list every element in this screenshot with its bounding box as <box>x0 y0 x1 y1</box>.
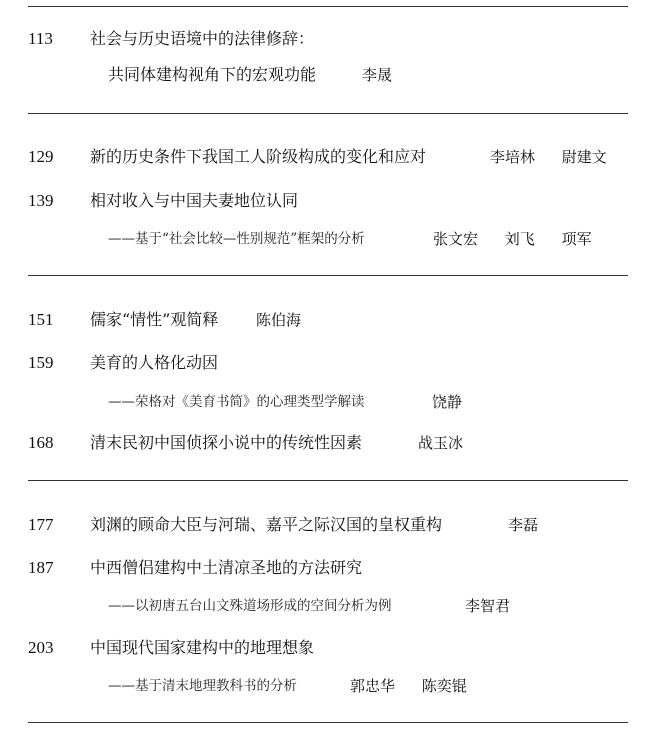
entry-subtitle: ——以初唐五台山文殊道场形成的空间分析为例 <box>108 598 392 614</box>
toc-entry-subtitle <box>0 592 667 620</box>
toc-entry <box>0 187 667 215</box>
page-number: 113 <box>28 29 53 48</box>
toc-entry-subtitle <box>0 225 667 253</box>
entry-authors <box>418 429 485 457</box>
toc-entry <box>0 306 667 334</box>
author-name: 陈伯海 <box>256 311 302 329</box>
toc-entry <box>0 634 667 662</box>
page-number: 187 <box>28 558 54 577</box>
entry-authors <box>362 61 414 89</box>
toc-entry <box>0 429 667 457</box>
page-number: 139 <box>28 191 54 210</box>
entry-title: 美育的人格化动因 <box>90 353 219 372</box>
entry-title: 新的历史条件下我国工人阶级构成的变化和应对 <box>90 147 427 166</box>
section-divider <box>28 6 628 7</box>
author-name: 李智君 <box>465 597 511 615</box>
author-name: 尉建文 <box>561 148 607 166</box>
page-number: 203 <box>28 638 54 657</box>
page-number: 177 <box>28 515 54 534</box>
page-number: 159 <box>28 353 54 372</box>
entry-title: 刘渊的顾命大臣与河瑞、嘉平之际汉国的皇权重构 <box>90 515 443 534</box>
entry-title: 社会与历史语境中的法律修辞： <box>90 29 315 48</box>
entry-authors <box>350 672 467 700</box>
author-name: 饶静 <box>432 393 463 411</box>
entry-authors <box>433 225 592 253</box>
author-name: 陈奕锟 <box>421 677 467 695</box>
author-name: 李晟 <box>362 66 393 84</box>
toc-entry-subtitle <box>0 388 667 416</box>
entry-authors <box>490 143 607 171</box>
page-number: 151 <box>28 310 54 329</box>
section-divider <box>28 113 628 114</box>
entry-subtitle: ——基于清末地理教科书的分析 <box>108 678 297 694</box>
section-divider <box>28 275 628 276</box>
author-name: 郭忠华 <box>350 677 396 695</box>
toc-entry <box>0 143 667 171</box>
toc-entry <box>0 554 667 582</box>
section-divider <box>28 722 628 723</box>
entry-title: 儒家“情性”观简释 <box>90 310 219 329</box>
author-name: 李培林 <box>490 148 536 166</box>
entry-authors <box>508 511 560 539</box>
author-name: 张文宏 <box>433 230 479 248</box>
toc-entry-subtitle <box>0 61 667 89</box>
entry-subtitle: ——基于“社会比较—性别规范”框架的分析 <box>108 231 365 247</box>
page-number: 168 <box>28 433 54 452</box>
entry-subtitle: 共同体建构视角下的宏观功能 <box>108 65 317 84</box>
entry-title: 中西僧侣建构中土清凉圣地的方法研究 <box>90 558 363 577</box>
entry-authors <box>432 388 484 416</box>
section-divider <box>28 480 628 481</box>
author-name: 项军 <box>561 230 592 248</box>
author-name: 战玉冰 <box>418 434 464 452</box>
author-name: 刘飞 <box>504 230 535 248</box>
toc-entry <box>0 25 667 53</box>
entry-title: 清末民初中国侦探小说中的传统性因素 <box>90 433 363 452</box>
page-number: 129 <box>28 147 54 166</box>
entry-subtitle: ——荣格对《美育书简》的心理类型学解读 <box>108 394 365 410</box>
author-name: 李磊 <box>508 516 539 534</box>
toc-entry <box>0 349 667 377</box>
entry-title: 相对收入与中国夫妻地位认同 <box>90 191 299 210</box>
toc-entry-subtitle <box>0 672 667 700</box>
entry-title: 中国现代国家建构中的地理想象 <box>90 638 315 657</box>
entry-authors <box>256 306 323 334</box>
toc-entry <box>0 511 667 539</box>
entry-authors <box>465 592 532 620</box>
